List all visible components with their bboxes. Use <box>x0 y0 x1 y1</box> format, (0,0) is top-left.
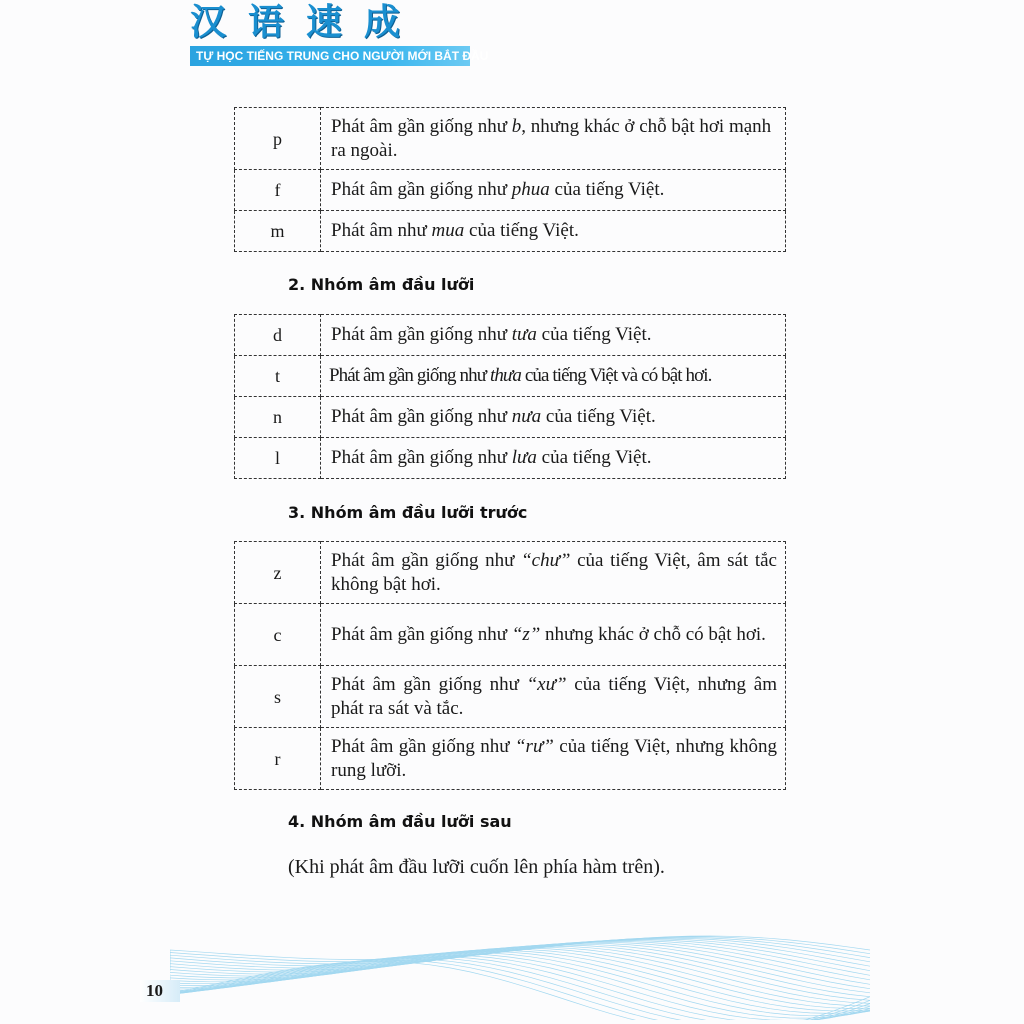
table-row <box>235 211 786 252</box>
pronunciation-description: Phát âm như mua của tiếng Việt. <box>321 211 786 252</box>
pronunciation-description: Phát âm gần giống như lưa của tiếng Việt. <box>321 438 786 479</box>
consonant-letter: z <box>235 542 321 604</box>
pronunciation-description: Phát âm gần giống như “chư” của tiếng Việt, âm sát tắc không bật hơi. <box>321 542 786 604</box>
section-heading: 4. Nhóm âm đầu lưỡi sau <box>288 812 512 831</box>
pronunciation-description: Phát âm gần giống như phua của tiếng Việt. <box>321 170 786 211</box>
consonant-letter: d <box>235 315 321 356</box>
section-heading: 3. Nhóm âm đầu lưỡi trước <box>288 503 528 522</box>
pronunciation-description: Phát âm gần giống như tưa của tiếng Việt. <box>321 315 786 356</box>
pronunciation-description: Phát âm gần giống như nưa của tiếng Việt. <box>321 397 786 438</box>
consonant-letter: p <box>235 108 321 170</box>
book-header <box>190 2 489 66</box>
consonant-table-tongue-tip <box>234 314 786 479</box>
table-row <box>235 170 786 211</box>
book-subtitle: TỰ HỌC TIẾNG TRUNG CHO NGƯỜI MỚI BẮT ĐẦU <box>190 46 470 66</box>
consonant-letter: n <box>235 397 321 438</box>
section-heading: 2. Nhóm âm đầu lưỡi <box>288 275 475 294</box>
page-number: 10 <box>140 980 180 1002</box>
table-row <box>235 108 786 170</box>
consonant-table-lips <box>234 107 786 252</box>
wave-line <box>170 960 870 1020</box>
table-row <box>235 397 786 438</box>
consonant-letter: m <box>235 211 321 252</box>
table-row <box>235 438 786 479</box>
table-row <box>235 728 786 790</box>
wave-line <box>170 939 870 968</box>
wave-line <box>170 951 870 1013</box>
table-row <box>235 542 786 604</box>
pronunciation-description: Phát âm gần giống như “z” nhưng khác ở chỗ có bật hơi. <box>321 604 786 666</box>
consonant-letter: s <box>235 666 321 728</box>
pronunciation-description: Phát âm gần giống như thưa của tiếng Việt và có bật hơi. <box>321 356 786 397</box>
consonant-letter: f <box>235 170 321 211</box>
consonant-letter: t <box>235 356 321 397</box>
table-row <box>235 666 786 728</box>
consonant-letter: r <box>235 728 321 790</box>
pronunciation-description: Phát âm gần giống như b, nhưng khác ở chỗ bật hơi mạnh ra ngoài. <box>321 108 786 170</box>
book-title: 汉语速成 <box>190 2 423 43</box>
table-row <box>235 315 786 356</box>
pronunciation-description: Phát âm gần giống như “rư” của tiếng Việt, nhưng không rung lưỡi. <box>321 728 786 790</box>
consonant-table-front-tongue <box>234 541 786 790</box>
wave-line <box>170 957 870 1020</box>
decorative-wave-graphic <box>170 910 870 1020</box>
consonant-letter: l <box>235 438 321 479</box>
consonant-letter: c <box>235 604 321 666</box>
table-row <box>235 356 786 397</box>
pronunciation-description: Phát âm gần giống như “xư” của tiếng Việt, nhưng âm phát ra sát và tắc. <box>321 666 786 728</box>
section-note: (Khi phát âm đầu lưỡi cuốn lên phía hàm trên). <box>288 856 665 878</box>
table-row <box>235 604 786 666</box>
